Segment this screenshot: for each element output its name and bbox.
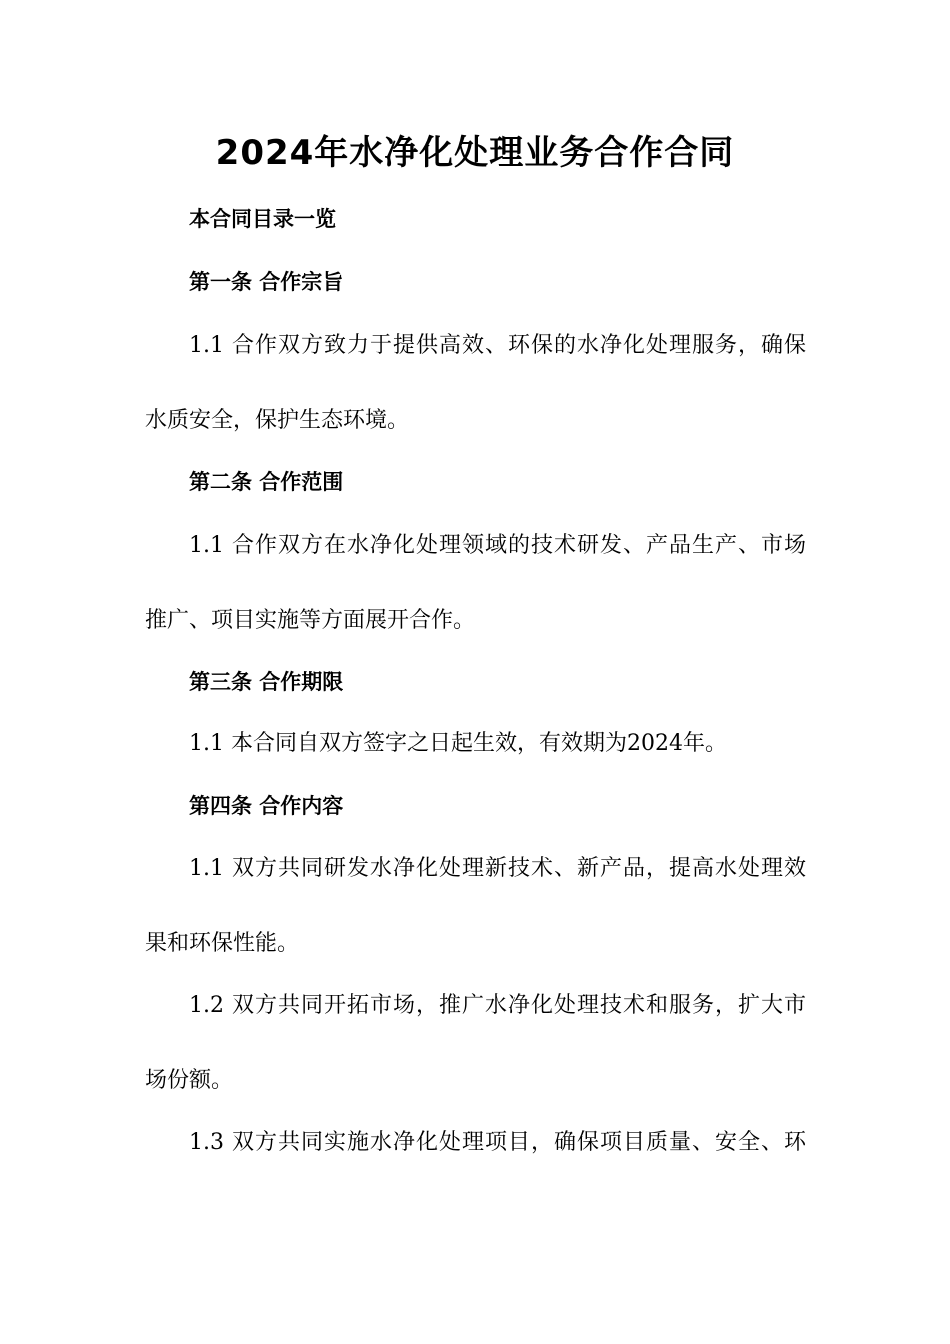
clause-4-2-line2: 场份额。	[145, 1068, 234, 1093]
clause-text: 1.1 合作双方在水净化处理领域的技术研发、产品生产、市场	[189, 533, 806, 558]
document-title: 2024年水净化处理业务合作合同	[215, 133, 735, 173]
clause-4-1-line1	[0, 853, 950, 885]
toc-heading: 本合同目录一览	[189, 207, 336, 231]
clause-text: 1.1 合作双方致力于提供高效、环保的水净化处理服务，确保	[189, 333, 806, 358]
clause-text: 1.1 双方共同研发水净化处理新技术、新产品，提高水处理效	[189, 856, 806, 881]
clause-3-1-line1: 1.1 本合同自双方签字之日起生效，有效期为2024年。	[189, 731, 727, 756]
section-heading-1: 第一条 合作宗旨	[189, 270, 344, 294]
section-heading-3: 第三条 合作期限	[189, 670, 344, 694]
clause-2-1-line1	[0, 530, 950, 562]
clause-1-1-line2: 水质安全，保护生态环境。	[145, 408, 410, 433]
section-heading-4: 第四条 合作内容	[189, 794, 344, 818]
clause-text: 1.3 双方共同实施水净化处理项目，确保项目质量、安全、环	[189, 1130, 806, 1155]
clause-2-1-line2: 推广、项目实施等方面展开合作。	[145, 608, 476, 633]
clause-1-1-line1	[0, 330, 950, 362]
clause-4-3-line1	[0, 1127, 950, 1159]
clause-4-1-line2: 果和环保性能。	[145, 931, 300, 956]
clause-4-2-line1	[0, 990, 950, 1022]
section-heading-2: 第二条 合作范围	[189, 470, 344, 494]
clause-text: 1.2 双方共同开拓市场，推广水净化处理技术和服务，扩大市	[189, 993, 806, 1018]
